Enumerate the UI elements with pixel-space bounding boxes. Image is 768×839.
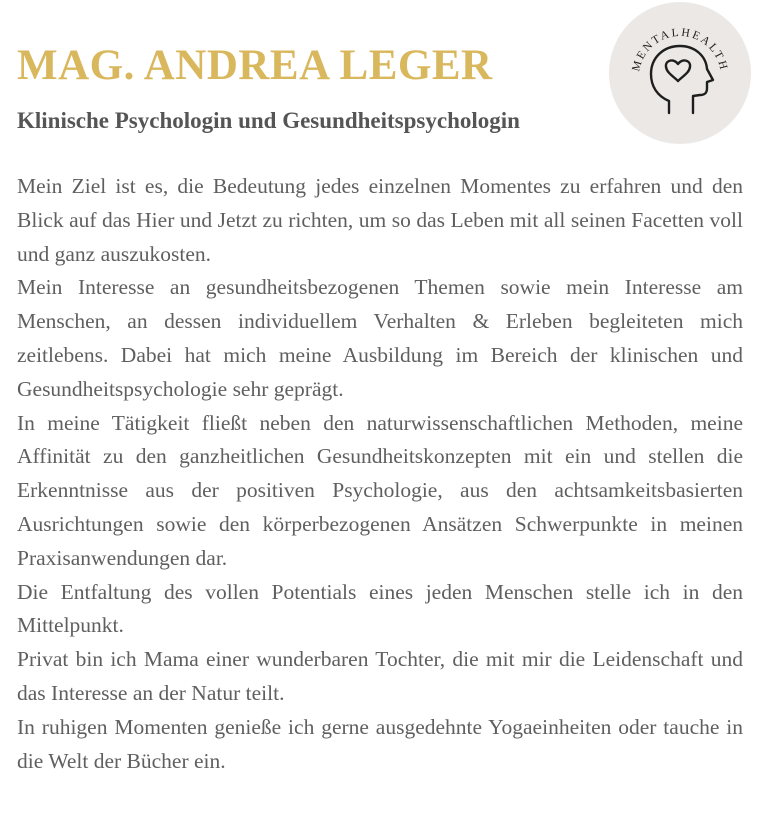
mental-health-logo bbox=[609, 2, 751, 144]
bio-paragraph: Privat bin ich Mama einer wunderbaren Tochter, die mit mir die Leidenschaft und das Interesse an der Natur teilt. bbox=[17, 647, 743, 705]
bio-paragraph: In ruhigen Momenten genieße ich gerne ausgedehnte Yogaeinheiten oder tauche in die Welt der Bücher ein. bbox=[17, 714, 743, 773]
bio-text bbox=[17, 170, 743, 778]
bio-paragraph: Mein Ziel ist es, die Bedeutung jedes einzelnen Momentes zu erfahren und den Blick auf das Hier und Jetzt zu richten, um so das Leben mit all seinen Facetten voll und ganz auszukosten. bbox=[17, 174, 743, 266]
bio-paragraph: Die Entfaltung des vollen Potentials eines jeden Menschen stelle ich in den Mittelpunkt. bbox=[17, 579, 743, 638]
logo-circle bbox=[609, 2, 751, 144]
bio-paragraph: In meine Tätigkeit fließt neben den naturwissenschaftlichen Methoden, meine Affinität zu den ganzheitlichen Gesundheitskonzepten mit ein und stellen die Erkenntnisse aus der positiven Psychologie, aus den achtsamkeitsbasierten Ausrichtungen sowie den körperbezogenen Ansätzen Schwerpunkte in meinen Praxisanwendungen dar. bbox=[17, 410, 743, 570]
logo-text: MENTALHEALTH bbox=[630, 26, 730, 73]
page-subtitle: Klinische Psychologin und Gesundheitspsychologin bbox=[17, 108, 520, 133]
bio-paragraph: Mein Interesse an gesundheitsbezogenen Themen sowie mein Interesse am Menschen, an dessen individuellem Verhalten & Erleben begleiteten mich zeitlebens. Dabei hat mich meine Ausbildung im Bereich der klinischen und Gesundheitspsychologie sehr geprägt. bbox=[17, 275, 743, 401]
mental-health-logo-graphic bbox=[609, 2, 751, 144]
page-title: MAG. ANDREA LEGER bbox=[17, 42, 493, 89]
